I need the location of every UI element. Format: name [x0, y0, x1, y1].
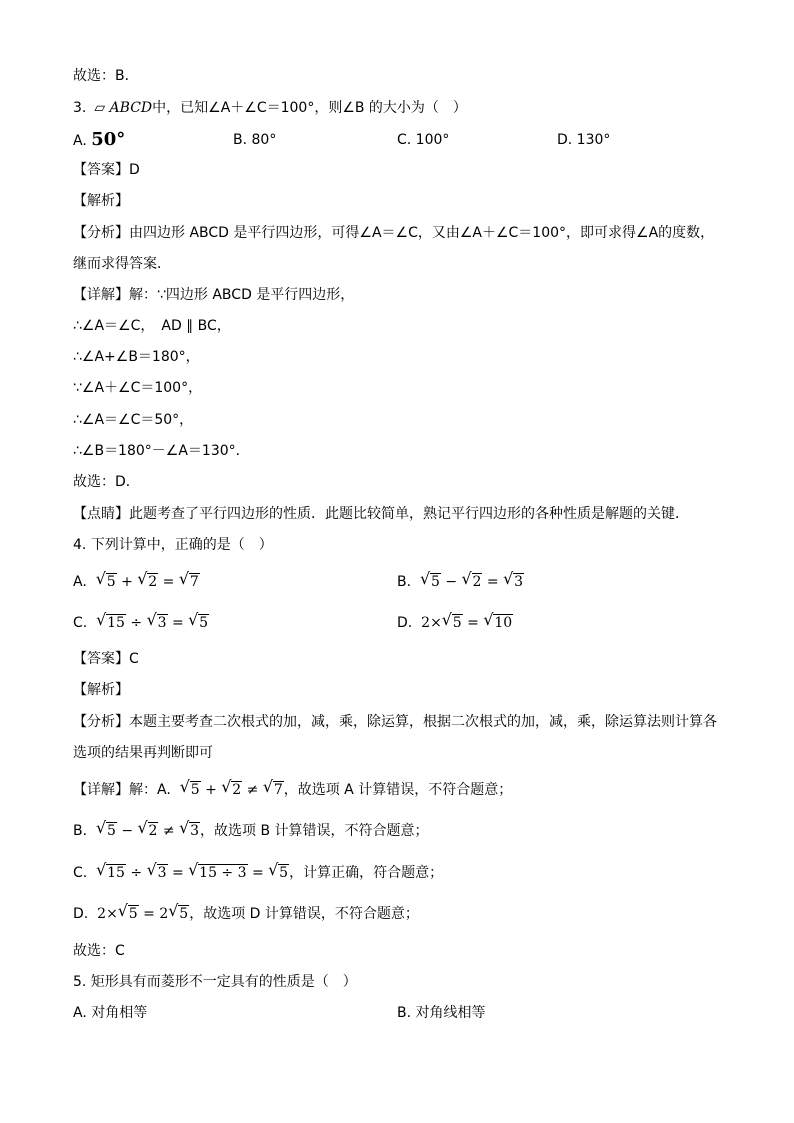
sqrt-expr: √ 2 [137, 818, 158, 839]
option-b: B. 80° [233, 132, 277, 148]
operator: = [171, 615, 184, 631]
detail-prefix: 【详解】解：A. [73, 782, 171, 798]
operator: = [162, 574, 175, 590]
sqrt-expr: √ 5 [179, 777, 200, 798]
number: 2 [97, 906, 107, 922]
operator: − [121, 823, 134, 839]
option-label: A. [73, 133, 87, 149]
answer-line: 【答案】D [73, 162, 140, 178]
operator: + [121, 574, 133, 590]
q4-option-b [397, 569, 524, 592]
step-line: ∴∠A+∠B＝180°， [73, 349, 200, 365]
detail-line-c [73, 860, 444, 883]
sqrt-expr: √ 15 ÷ 3 [188, 860, 247, 881]
sqrt-expr: √ 3 [146, 610, 167, 631]
q4-option-d [397, 610, 513, 633]
sqrt-expr: √ 5 [95, 818, 116, 839]
question-4: 4. 下列计算中，正确的是（ ） [73, 537, 273, 553]
question-text: 中，已知∠A＋∠C＝100°，则∠B 的大小为（ ） [152, 100, 467, 116]
detail-prefix: B. [73, 823, 88, 839]
analysis-text: 选项的结果再判断即可 [73, 745, 213, 761]
operator: − [445, 574, 458, 590]
shape-name: ABCD [109, 100, 153, 116]
option-label: A. [73, 574, 87, 590]
operator: × [106, 906, 118, 922]
sqrt-expr: √ 7 [262, 777, 283, 798]
number: 2 [159, 906, 169, 922]
option-c: C. 100° [397, 132, 450, 148]
analysis-heading: 【解析】 [73, 193, 129, 209]
sqrt-expr: √ 3 [179, 818, 200, 839]
q5-option-a: A. 对角相等 [73, 1005, 148, 1021]
comment-text: 【点睛】此题考查了平行四边形的性质．此题比较简单，熟记平行四边形的各种性质是解题的关键． [73, 506, 689, 522]
sqrt-expr: √ 2 [137, 569, 158, 590]
detail-line-b [73, 818, 429, 841]
operator: = [143, 906, 155, 922]
detail-text: 【详解】解：∵四边形 ABCD 是平行四边形， [73, 287, 355, 303]
operator: ÷ [130, 865, 143, 881]
operator: = [171, 865, 184, 881]
sqrt-expr: √ 10 [483, 610, 513, 631]
question-3 [73, 98, 467, 118]
operator: = [251, 865, 264, 881]
detail-suffix: ，故选项 A 计算错误，不符合题意； [283, 782, 513, 798]
operator: ≠ [246, 782, 259, 798]
option-label: D. [397, 615, 413, 631]
sqrt-expr: √ 2 [461, 569, 482, 590]
operator: × [430, 615, 442, 631]
sqrt-expr: √ 3 [146, 860, 167, 881]
sqrt-expr: √ 15 [96, 610, 125, 631]
analysis-text: 【分析】本题主要考查二次根式的加，减，乘，除运算，根据二次根式的加，减，乘，除运算法则计算各 [73, 714, 717, 730]
option-a [73, 130, 125, 151]
answer-line: 【答案】C [73, 651, 139, 667]
choice-line: 故选：D． [73, 474, 140, 490]
sqrt-expr: √ 5 [188, 610, 209, 631]
sqrt-expr: √ 5 [117, 901, 138, 922]
detail-prefix: C. [73, 865, 88, 881]
operator: = [467, 615, 479, 631]
sqrt-expr: √ 5 [95, 569, 116, 590]
q5-option-b: B. 对角线相等 [397, 1005, 486, 1021]
sqrt-expr: √ 2 [221, 777, 242, 798]
detail-line-d [73, 901, 419, 924]
sqrt-expr: √ 5 [168, 901, 189, 922]
detail-suffix: ，故选项 D 计算错误，不符合题意； [189, 906, 419, 922]
operator: ≠ [162, 823, 175, 839]
parallelogram-symbol: ▱ [90, 100, 106, 116]
sqrt-expr: √ 5 [419, 569, 440, 590]
step-line: ∴∠A＝∠C， AD ∥ BC， [73, 318, 231, 334]
step-line: ∴∠B＝180°－∠A＝130°． [73, 443, 250, 459]
analysis-text: 【分析】由四边形 ABCD 是平行四边形，可得∠A＝∠C，又由∠A＋∠C＝100°，即可求得∠A的度数， [73, 225, 715, 241]
operator: ÷ [130, 615, 143, 631]
option-label: B. [397, 574, 412, 590]
step-line: ∵∠A＋∠C＝100°， [73, 380, 203, 396]
option-label: C. [73, 615, 88, 631]
text-line: 故选：B． [73, 68, 139, 84]
number: 2 [421, 615, 431, 631]
detail-suffix: ，故选项 B 计算错误，不符合题意； [200, 823, 429, 839]
analysis-heading: 【解析】 [73, 682, 129, 698]
option-d: D. 130° [557, 132, 611, 148]
q4-option-c [73, 610, 209, 633]
detail-suffix: ，计算正确，符合题意； [289, 865, 444, 881]
sqrt-expr: √ 7 [178, 569, 199, 590]
sqrt-expr: √ 5 [441, 610, 462, 631]
operator: + [205, 782, 217, 798]
question-5: 5. 矩形具有而菱形不一定具有的性质是（ ） [73, 974, 357, 990]
q4-option-a [73, 569, 200, 592]
sqrt-expr: √ 15 [96, 860, 125, 881]
step-line: ∴∠A＝∠C＝50°， [73, 412, 194, 428]
detail-line-a [73, 777, 513, 800]
question-number: 3. [73, 100, 87, 116]
detail-prefix: D. [73, 906, 89, 922]
option-value: 50° [91, 129, 126, 150]
operator: = [486, 574, 499, 590]
choice-line: 故选：C [73, 943, 125, 959]
sqrt-expr: √ 3 [503, 569, 524, 590]
analysis-text: 继而求得答案． [73, 256, 171, 272]
sqrt-expr: √ 5 [268, 860, 289, 881]
